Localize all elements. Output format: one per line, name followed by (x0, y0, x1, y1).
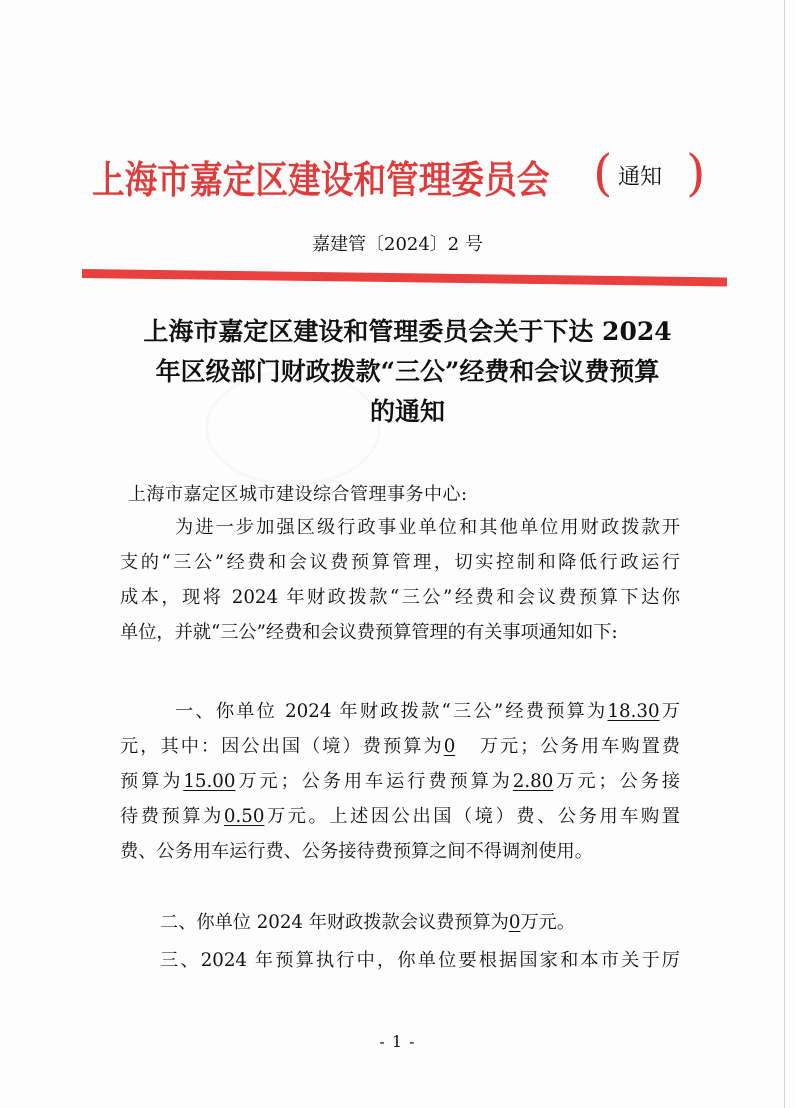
item-two-text: 万元。 (520, 912, 576, 933)
title-line: 年区级部门财政拨款“三公”经费和会议费预算 (155, 357, 660, 386)
recipient-line: 上海市嘉定区城市建设综合管理事务中心: (128, 484, 468, 505)
item-one-text: 一、你单位 2024 年财政拨款“三公”经费预算为 (175, 701, 608, 722)
doc-type-paren-left: ( (593, 144, 613, 202)
item-one-text: 待费预算为 (120, 806, 224, 827)
issuing-organization-name: 上海市嘉定区建设和管理委员会 (91, 156, 550, 202)
item-one-text: 预算为 (120, 771, 184, 792)
item-one-text: 万元；公务用车购置费 (477, 736, 680, 757)
document-title (120, 312, 695, 432)
red-header-rule (82, 269, 727, 286)
item-one-text: 元，其中：因公出国（境）费预算为 (120, 736, 444, 757)
three-public-total-value: 18.30 (607, 701, 660, 722)
title-line: 的通知 (369, 397, 445, 426)
item-two-text: 二、你单位 2024 年财政拨款会议费预算为 (160, 912, 509, 933)
car-operation-value: 2.80 (512, 771, 554, 792)
document-number: 嘉建管〔2024〕2 号 (312, 234, 483, 255)
car-purchase-value: 15.00 (183, 771, 236, 792)
item-three-paragraph (120, 943, 680, 978)
item-two-paragraph (120, 905, 680, 940)
document-type: 通知 (618, 165, 663, 190)
item-one-line (120, 694, 680, 729)
intro-line: 为进一步加强区级行政事业单位和其他单位用财政拨款开 (175, 517, 680, 538)
page-number: - 1 - (379, 1032, 416, 1051)
item-one-line: 费、公务用车运行费、公务接待费预算之间不得调剂使用。 (120, 841, 593, 862)
item-one-line (120, 764, 680, 799)
item-one-text: 万 (659, 701, 680, 722)
item-two-line (120, 905, 680, 940)
doc-type-paren-right: ) (686, 144, 706, 202)
abroad-travel-value: 0 (443, 736, 456, 757)
item-one-paragraph (120, 694, 680, 869)
item-one-line (120, 799, 680, 834)
intro-line: 单位，并就“三公”经费和会议费预算管理的有关事项通知如下: (120, 622, 618, 643)
item-three-line: 三、2024 年预算执行中，你单位要根据国家和本市关于厉 (160, 950, 680, 971)
item-one-line (120, 729, 680, 764)
meeting-fee-value: 0 (508, 912, 521, 933)
item-one-text: 万元；公务用车运行费预算为 (235, 771, 513, 792)
reception-value: 0.50 (223, 806, 265, 827)
item-one-text: 万元；公务接 (553, 771, 680, 792)
item-one-text: 万元。上述因公出国（境）费、公务用车购置 (264, 806, 680, 827)
title-line: 上海市嘉定区建设和管理委员会关于下达 2024 (143, 317, 672, 346)
scan-edge (784, 0, 785, 1108)
intro-line: 成本，现将 2024 年财政拨款“三公”经费和会议费预算下达你 (120, 587, 680, 608)
intro-paragraph (120, 510, 680, 650)
intro-line: 支的“三公”经费和会议费预算管理，切实控制和降低行政运行 (120, 552, 680, 573)
